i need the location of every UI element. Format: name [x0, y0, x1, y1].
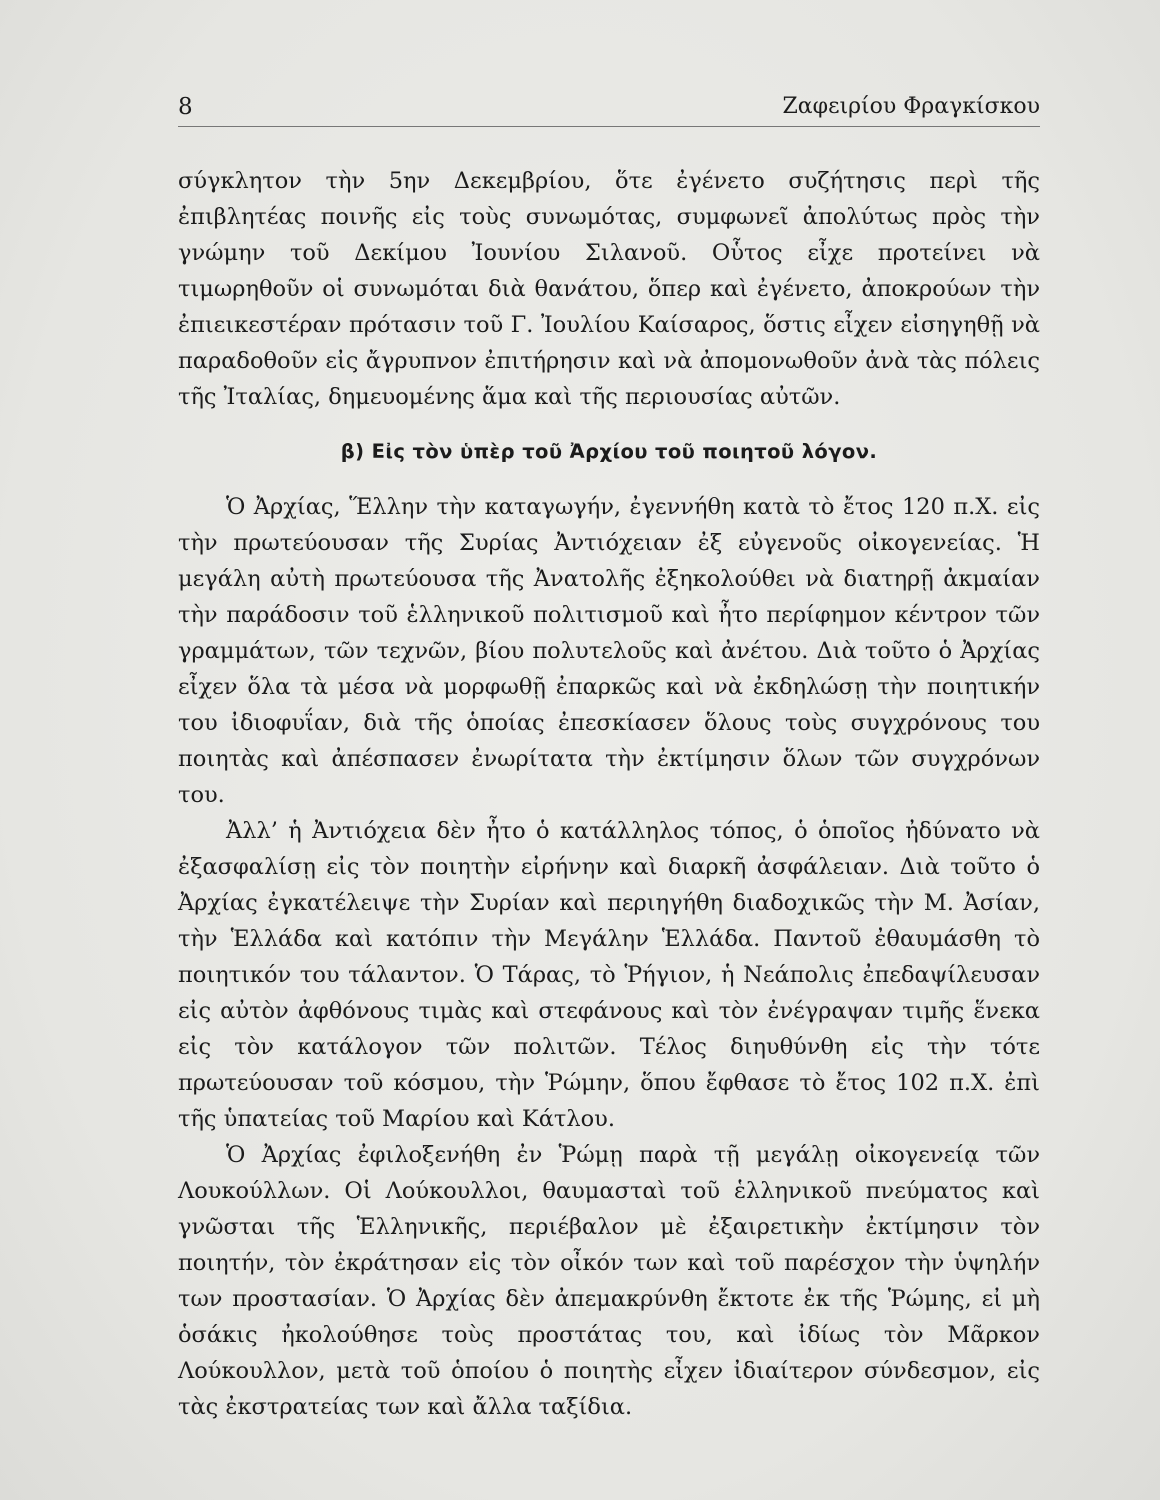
paragraph-1: σύγκλητον τὴν 5ην Δεκεμβρίου, ὅτε ἐγένετο συζήτησις περὶ τῆς ἐπιβλητέας ποινῆς εἰς τοὺς συνωμότας, συμφωνεῖ ἀπολύτως πρὸς τὴν γνώμην τοῦ Δεκίμου Ἰουνίου Σιλανοῦ. Οὗτος εἶχε προτείνει νὰ τιμωρηθοῦν οἱ συνωμόται διὰ θανάτου, ὅπερ καὶ ἐγένετο, ἀποκρούων τὴν ἐπιεικεστέραν πρότασιν τοῦ Γ. Ἰουλίου Καίσαρος, ὅστις εἶχεν εἰσηγηθῇ νὰ παραδοθοῦν εἰς ἄγρυπνον ἐπιτήρησιν καὶ νὰ ἀπομονωθοῦν ἀνὰ τὰς πόλεις τῆς Ἰταλίας, δημευομένης ἅμα καὶ τῆς περιουσίας αὐτῶν.: [178, 168, 1040, 410]
running-head: Ζαφειρίου Φραγκίσκου: [782, 94, 1040, 119]
paragraph-3: Ἀλλ’ ἡ Ἀντιόχεια δὲν ἦτο ὁ κατάλληλος τόπος, ὁ ὁποῖος ἠδύνατο νὰ ἐξασφαλίσῃ εἰς τὸν ποιητὴν εἰρήνην καὶ διαρκῆ ἀσφάλειαν. Διὰ τοῦτο ὁ Ἀρχίας ἐγκατέλειψε τὴν Συρίαν καὶ περιηγήθη διαδοχικῶς τὴν Μ. Ἀσίαν, τὴν Ἑλλάδα καὶ κατόπιν τὴν Μεγάλην Ἑλλάδα. Παντοῦ ἐθαυμάσθη τὸ ποιητικόν του τάλαντον. Ὁ Τάρας, τὸ Ῥήγιον, ἡ Νεάπολις ἐπεδαψίλευσαν εἰς αὐτὸν ἀφθόνους τιμὰς καὶ στεφάνους καὶ τὸν ἐνέγραψαν τιμῆς ἕνεκα εἰς τὸν κατάλογον τῶν πολιτῶν. Τέλος διηυθύνθη εἰς τὴν τότε πρωτεύουσαν τοῦ κόσμου, τὴν Ῥώμην, ὅπου ἔφθασε τὸ ἔτος 102 π.Χ. ἐπὶ τῆς ὑπατείας τοῦ Μαρίου καὶ Κάτλου.: [178, 818, 1040, 1132]
paragraph-2: Ὁ Ἀρχίας, Ἕλλην τὴν καταγωγήν, ἐγεννήθη κατὰ τὸ ἔτος 120 π.Χ. εἰς τὴν πρωτεύουσαν τῆς Συρίας Ἀντιόχειαν ἐξ εὐγενοῦς οἰκογενείας. Ἡ μεγάλη αὐτὴ πρωτεύουσα τῆς Ἀνατολῆς ἐξηκολούθει νὰ διατηρῇ ἀκμαίαν τὴν παράδοσιν τοῦ ἑλληνικοῦ πολιτισμοῦ καὶ ἦτο περίφημον κέντρον τῶν γραμμάτων, τῶν τεχνῶν, βίου πολυτελοῦς καὶ ἀνέτου. Διὰ τοῦτο ὁ Ἀρχίας εἶχεν ὅλα τὰ μέσα νὰ μορφωθῇ ἐπαρκῶς καὶ νὰ ἐκδηλώσῃ τὴν ποιητικήν του ἰδιοφυΐαν, διὰ τῆς ὁποίας ἐπεσκίασεν ὅλους τοὺς συγχρόνους του ποιητὰς καὶ ἀπέσπασεν ἐνωρίτατα τὴν ἐκτίμησιν ὅλων τῶν συγχρόνων του.: [178, 494, 1040, 808]
page-number: 8: [178, 94, 193, 120]
section-title: β) Εἰς τὸν ὑπὲρ τοῦ Ἀρχίου τοῦ ποιητοῦ λόγον.: [340, 440, 878, 463]
paragraph-4: Ὁ Ἀρχίας ἐφιλοξενήθη ἐν Ῥώμῃ παρὰ τῇ μεγάλῃ οἰκογενείᾳ τῶν Λουκούλλων. Οἱ Λούκουλλοι, θαυμασταὶ τοῦ ἑλληνικοῦ πνεύματος καὶ γνῶσται τῆς Ἑλληνικῆς, περιέβαλον μὲ ἐξαιρετικὴν ἐκτίμησιν τὸν ποιητήν, τὸν ἐκράτησαν εἰς τὸν οἶκόν των καὶ τοῦ παρέσχον τὴν ὑψηλήν των προστασίαν. Ὁ Ἀρχίας δὲν ἀπεμακρύνθη ἔκτοτε ἐκ τῆς Ῥώμης, εἰ μὴ ὁσάκις ἠκολούθησε τοὺς προστάτας του, καὶ ἰδίως τὸν Μᾶρκον Λούκουλλον, μετὰ τοῦ ὁποίου ὁ ποιητὴς εἶχεν ἰδιαίτερον σύνδεσμον, εἰς τὰς ἐκστρατείας των καὶ ἄλλα ταξίδια.: [178, 1142, 1040, 1420]
body-text: [178, 163, 1040, 1425]
page-header: [178, 92, 1040, 127]
